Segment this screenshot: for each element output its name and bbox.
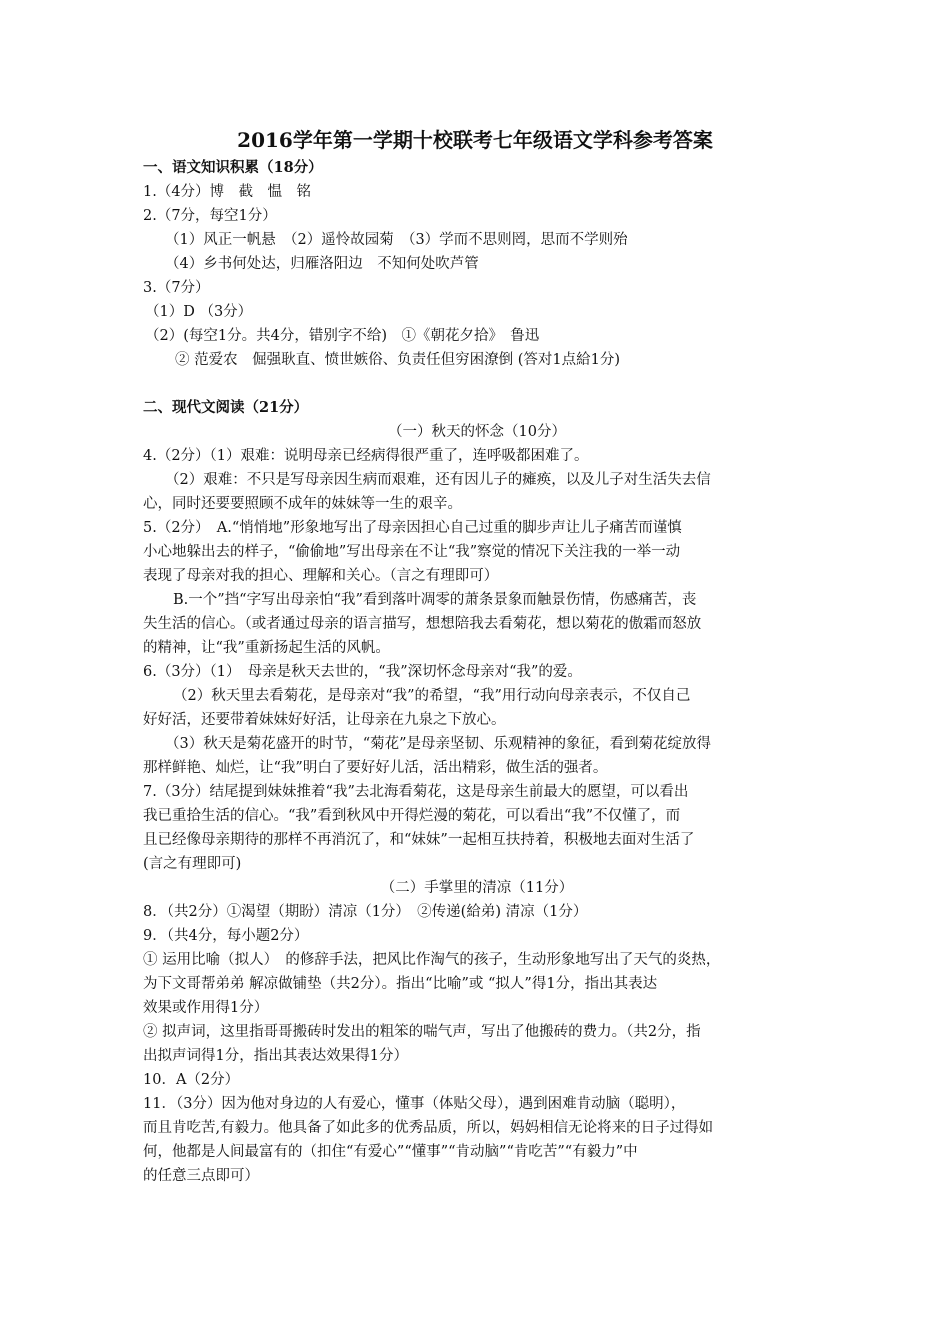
answer-line: B.一个”挡“字写出母亲怕“我”看到落叶凋零的萧条景象而触景伤情，伤感痛苦，丧 bbox=[173, 592, 697, 608]
answer-line: 7.（3分）结尾提到妹妹推着“我”去北海看菊花，这是母亲生前最大的愿望，可以看出 bbox=[143, 784, 689, 800]
answer-line: 我已重拾生活的信心。“我”看到秋风中开得烂漫的菊花，可以看出“我”不仅懂了，而 bbox=[143, 808, 681, 824]
answer-line: （4）乡书何处达，归雁洛阳边 不知何处吹芦管 bbox=[165, 256, 479, 272]
answer-line: 小心地躲出去的样子，“偷偷地”写出母亲在不让“我”察觉的情况下关注我的一举一动 bbox=[143, 544, 681, 560]
answer-line: 且已经像母亲期待的那样不再消沉了，和“妹妹”一起相互扶持着，积极地去面对生活了 bbox=[143, 832, 695, 848]
section-heading: 一、语文知识积累（18分） bbox=[143, 159, 323, 176]
answer-line: 的精神，让“我”重新扬起生活的风帆。 bbox=[143, 640, 390, 656]
answer-line: 3.（7分） bbox=[143, 280, 210, 296]
answer-body bbox=[143, 156, 811, 1188]
answer-line: 好好活，还要带着妹妹好好活，让母亲在九泉之下放心。 bbox=[143, 712, 506, 728]
answer-line: 6.（3分）（1） 母亲是秋天去世的，“我”深切怀念母亲对“我”的爱。 bbox=[143, 664, 582, 680]
answer-line: 表现了母亲对我的担心、理解和关心。（言之有理即可） bbox=[143, 568, 499, 584]
answer-line: （1）风正一帆悬 （2）遥怜故园菊 （3）学而不思则罔，思而不学则殆 bbox=[165, 232, 628, 248]
answer-line: 失生活的信心。（或者通过母亲的语言描写，想想陪我去看菊花，想以菊花的傲霜而怒放 bbox=[143, 616, 702, 632]
answer-line: 4.（2分）（1）艰难：说明母亲已经病得很严重了，连呼吸都困难了。 bbox=[143, 448, 589, 464]
answer-line: 10．A（2分） bbox=[143, 1072, 240, 1088]
blank-line bbox=[143, 372, 811, 396]
answer-line: ② 范爱农 倔强耿直、愤世嫉俗、负责任但穷困潦倒 (答对1点給1分) bbox=[175, 352, 620, 368]
answer-line: （2）(每空1分。共4分，错别字不给) ①《朝花夕拾》 鲁迅 bbox=[145, 328, 540, 344]
subsection-heading: （二）手掌里的清凉（11分） bbox=[380, 880, 574, 896]
answer-line: 何，他都是人间最富有的（扣住“有爱心”“懂事”“肯动脑”“肯吃苦”“有毅力”中 bbox=[143, 1144, 638, 1160]
answer-line: （2）秋天里去看菊花，是母亲对“我”的希望，“我”用行动向母亲表示，不仅自己 bbox=[173, 688, 691, 704]
answer-line: 的任意三点即可） bbox=[143, 1168, 259, 1184]
answer-line: 9．（共4分，每小题2分） bbox=[143, 928, 309, 944]
subsection-heading: （一）秋天的怀念（10分） bbox=[388, 424, 566, 440]
answer-line: 11．（3分）因为他对身边的人有爱心，懂事（体贴父母），遇到困难肯动脑（聪明）， bbox=[143, 1096, 686, 1112]
answer-line: 效果或作用得1分） bbox=[143, 1000, 269, 1016]
answer-line: 那样鲜艳、灿烂，让“我”明白了要好好儿活，活出精彩，做生活的强者。 bbox=[143, 760, 608, 776]
answer-line: 8．（共2分）①渴望（期盼）清凉（1分） ②传递(給弟) 清凉（1分） bbox=[143, 904, 588, 920]
answer-line: 心，同时还要要照顾不成年的妹妹等一生的艰辛。 bbox=[143, 496, 462, 512]
answer-line: (言之有理即可) bbox=[143, 856, 242, 872]
answer-line: 为下文哥帮弟弟 解凉做铺垫（共2分）。指出“比喻”或 “拟人”得1分，指出其表达 bbox=[143, 976, 658, 992]
answer-line: 2.（7分，每空1分） bbox=[143, 208, 277, 224]
section-heading: 二、现代文阅读（21分） bbox=[143, 399, 309, 416]
answer-line: （3）秋天是菊花盛开的时节，“菊花”是母亲坚韧、乐观精神的象征，看到菊花绽放得 bbox=[165, 736, 712, 752]
answer-line: ② 拟声词，这里指哥哥搬砖时发出的粗笨的喘气声，写出了他搬砖的费力。（共2分，指 bbox=[143, 1024, 701, 1040]
answer-line: （1）D （3分） bbox=[145, 304, 253, 320]
answer-line: 1.（4分）博 截 愠 铭 bbox=[143, 184, 312, 200]
answer-line: 而且肯吃苦,有毅力。他具备了如此多的优秀品质，所以，妈妈相信无论将来的日子过得如 bbox=[143, 1120, 714, 1136]
answer-line: 出拟声词得1分，指出其表达效果得1分） bbox=[143, 1048, 408, 1064]
answer-line: 5.（2分） A.“悄悄地”形象地写出了母亲因担心自己过重的脚步声让儿子痛苦而谨慎 bbox=[143, 520, 682, 536]
answer-line: （2）艰难：不只是写母亲因生病而艰难，还有因儿子的瘫痪，以及儿子对生活失去信 bbox=[165, 472, 711, 488]
answer-line: ① 运用比喻（拟人） 的修辞手法，把风比作淘气的孩子，生动形象地写出了天气的炎热， bbox=[143, 952, 721, 968]
document-title: 2016学年第一学期十校联考七年级语文学科参考答案 bbox=[237, 128, 713, 152]
